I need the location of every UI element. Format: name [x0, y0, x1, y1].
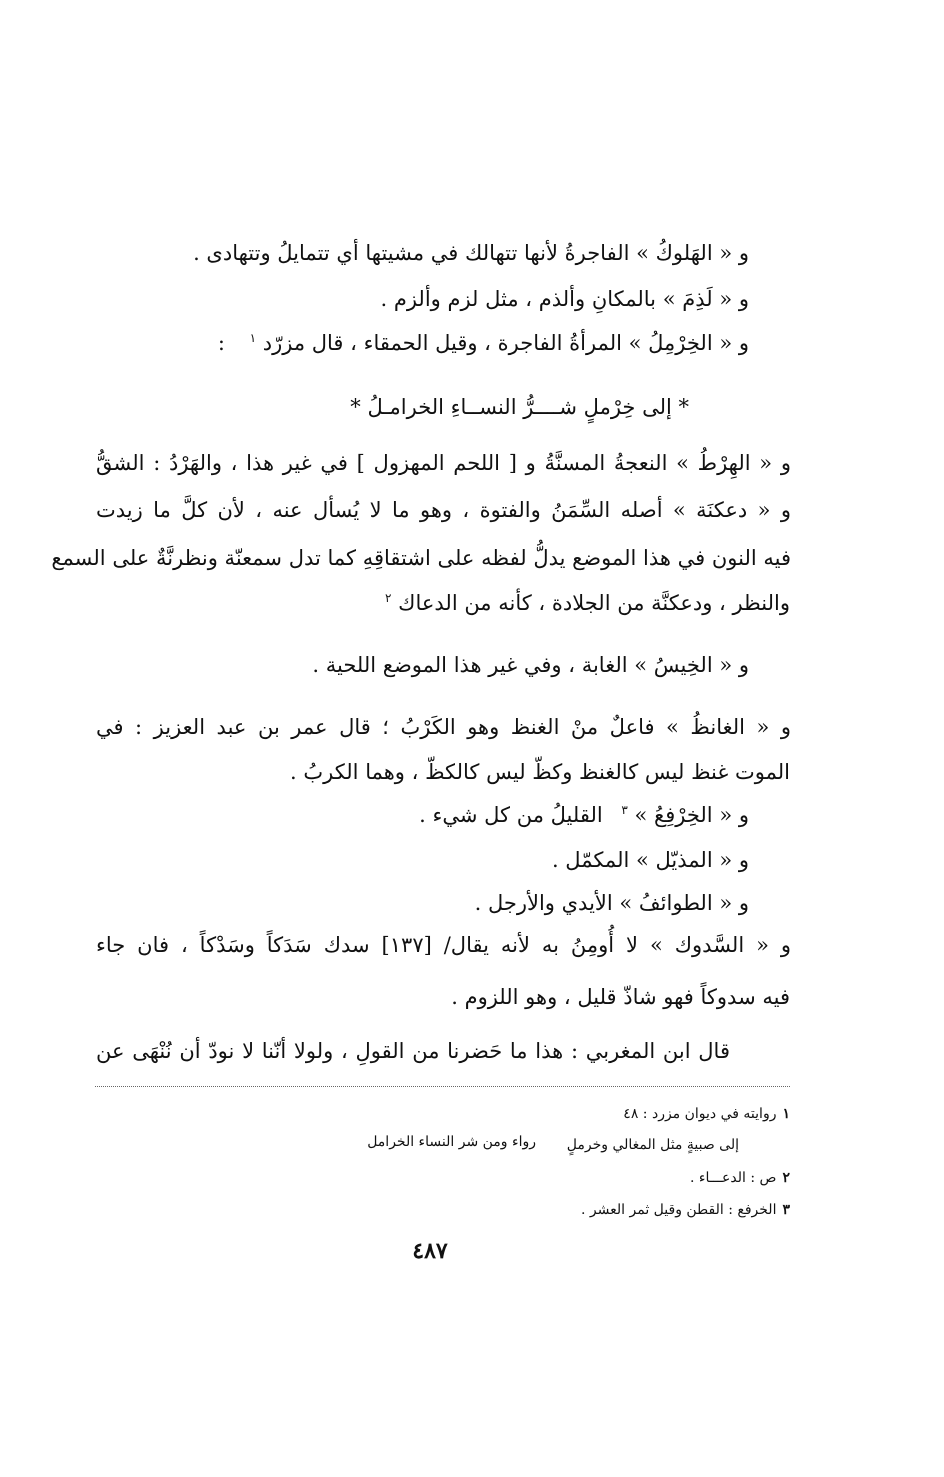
text-line-5: و « الهِرْطُ » النعجةُ المسنَّةُ و [ اللحم المهزول ] في غير هذا ، والهَرْدُ : الشقُّ: [96, 451, 791, 475]
text-line-13: و « المذيّل » المكمّل .: [551, 848, 749, 872]
text-line-1: و « الهَلوكُ » الفاجرةُ لأنها تتهالك في مشيتها أي تتمايلُ وتتهادى .: [193, 241, 749, 265]
text-line-3: [218, 328, 749, 358]
footnote-ref-3: ٣: [621, 803, 628, 817]
footnote-2-text: ص : الدعـــاء .: [690, 1170, 777, 1186]
text-line-3-body: و « الخِرْمِلُ » المرأةُ الفاجرة ، وقيل الحمقاء ، قال مزرّد: [262, 331, 749, 355]
text-line-11: الموت غنظ ليس كالغنظ وكظّ ليس كالكظّ ، وهما الكربُ .: [289, 760, 790, 784]
page-number: ٤٨٧: [412, 1238, 448, 1264]
text-line-17: قال ابن المغربي : هذا ما حَضرنا من القولِ ، ولولا أنّنا لا نودّ أن نُنْهَى عن: [96, 1039, 730, 1063]
footnote-3: [581, 1200, 790, 1220]
footnote-ref-1: ١: [249, 331, 257, 345]
text-line-6: و « دعكنَة » أصله السِّمَنُ والفتوة ، وهو ما لا يُسأل عنه ، لأن كلَّ ما زيدت: [96, 498, 791, 522]
footnote-3-text: الخرفع : القطن وقيل ثمر العشر .: [581, 1202, 777, 1218]
text-line-14: و « الطوائفُ » الأيدي والأرجل .: [474, 891, 749, 915]
footnote-1: [623, 1104, 790, 1124]
text-line-8-body: والنظر ، ودعكنَّة من الجلادة ، كأنه من الدعاك: [398, 591, 790, 615]
text-line-10: و « الغانظُ » فاعلٌ منْ الغنظ وهو الكَرْبُ ؛ قال عمر بن عبد العزيز : في: [96, 715, 791, 739]
footnote-2-number: ٢: [782, 1170, 790, 1186]
text-line-7: فيه النون في هذا الموضع يدلُّ لفظه على اشتقاقِهِ كما تدل سمعنّة ونظرنَّةٌ على السمع: [51, 546, 791, 570]
footnote-1-text: روايته في ديوان مزرد : ٤٨: [623, 1106, 777, 1122]
text-line-3-colon: :: [217, 331, 225, 355]
text-line-12-rest: القليلُ من كل شيء .: [419, 803, 603, 827]
footnote-ref-2: ٢: [385, 591, 392, 605]
text-line-16: فيه سدوكاً فهو شاذّ قليل ، وهو اللزوم .: [451, 985, 790, 1009]
verse-line: * إلى خِرْملٍ شــــرُّ النســاءِ الخرامـلُ *: [350, 395, 689, 419]
text-line-8: [385, 588, 790, 618]
footnote-1-verse-first: إلى صبيةٍ مثل المغالي وخرملٍ: [566, 1137, 739, 1153]
text-line-12: [419, 800, 749, 830]
text-line-15: و « السَّدوك » لا أُومِنُ به لأنه يقال/ [١٣٧] سدك سَدَكاً وسَدْكاً ، فان جاء: [96, 933, 792, 957]
footnote-divider: [95, 1086, 790, 1087]
footnote-2: [690, 1168, 790, 1188]
footnote-3-number: ٣: [782, 1202, 790, 1218]
text-line-2: و « لَذِمَ » بالمكانِ وألذم ، مثل لزم وألزم .: [380, 287, 749, 311]
footnote-1-number: ١: [782, 1106, 790, 1122]
footnote-1-verse-second: رواء ومن شر النساء الخرامل: [367, 1134, 536, 1150]
text-line-12-word: و « الخِرْفِعُ »: [634, 803, 749, 827]
text-line-9: و « الخِيسُ » الغابة ، وفي غير هذا الموضع اللحية .: [312, 653, 749, 677]
